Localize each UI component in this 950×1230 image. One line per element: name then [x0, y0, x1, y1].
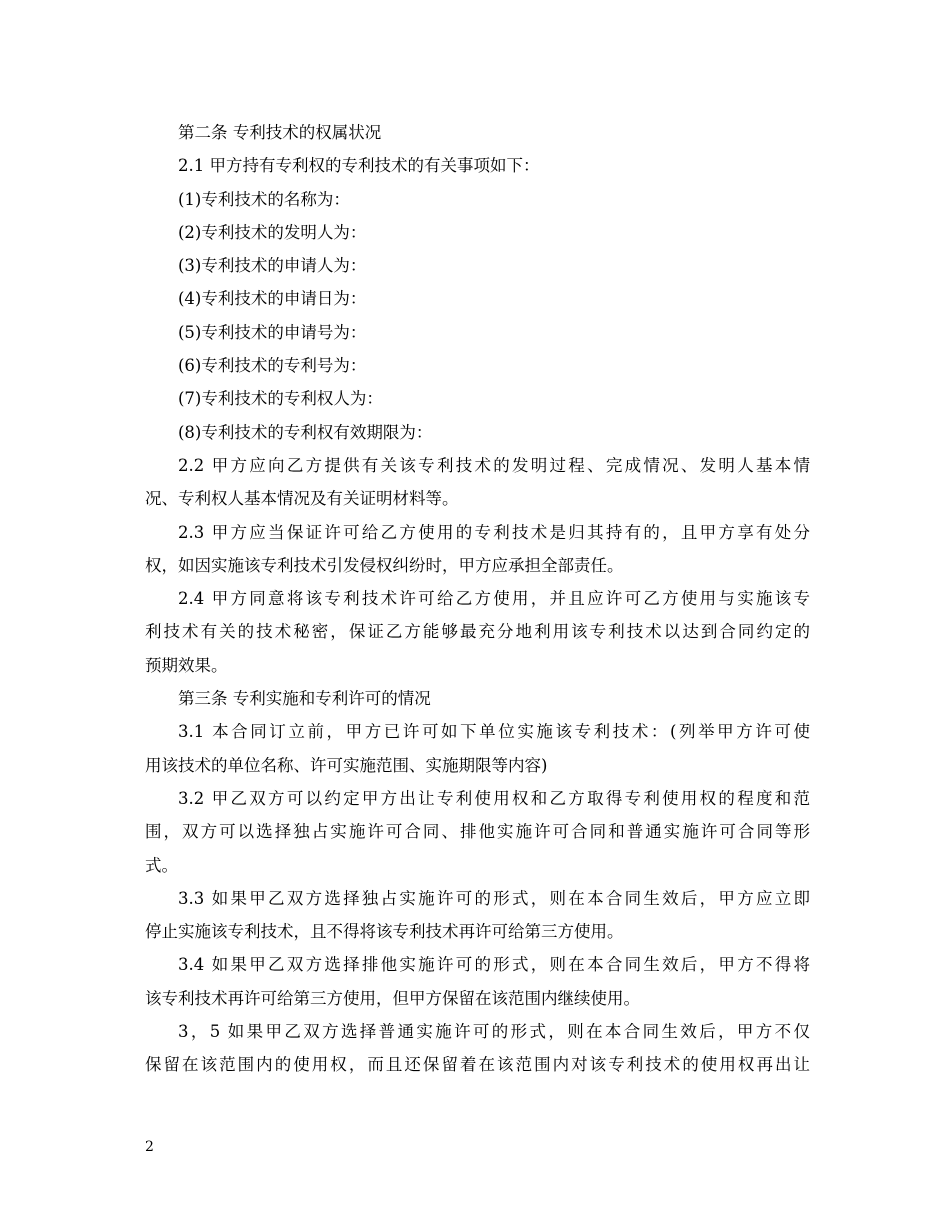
text-line: 2.4 甲方同意将该专利技术许可给乙方使用，并且应许可乙方使用与实施该专 [178, 589, 810, 609]
text-line: (5)专利技术的申请号为： [178, 322, 367, 342]
text-line: 况、专利权人基本情况及有关证明材料等。 [145, 489, 459, 509]
text-line: (1)专利技术的名称为： [178, 189, 350, 209]
text-line: 保留在该范围内的使用权，而且还保留着在该范围内对该专利技术的使用权再出让 [145, 1055, 810, 1075]
text-line: 3.2 甲乙双方可以约定甲方出让专利使用权和乙方取得专利使用权的程度和范 [178, 788, 810, 808]
text-line: (2)专利技术的发明人为： [178, 222, 367, 242]
text-line: 2.1 甲方持有专利权的专利技术的有关事项如下： [178, 156, 540, 176]
text-line: 利技术有关的技术秘密，保证乙方能够最充分地利用该专利技术以达到合同约定的 [145, 622, 810, 642]
text-line: 式。 [145, 855, 178, 875]
text-line: 围，双方可以选择独占实施许可合同、排他实施许可合同和普通实施许可合同等形 [145, 822, 810, 842]
text-line: (3)专利技术的申请人为： [178, 256, 367, 276]
page-number: 2 [145, 1139, 154, 1155]
text-line: 停止实施该专利技术，且不得将该专利技术再许可给第三方使用。 [145, 922, 624, 942]
text-line: 3.4 如果甲乙双方选择排他实施许可的形式，则在本合同生效后，甲方不得将 [178, 955, 810, 975]
text-line: 3，5 如果甲乙双方选择普通实施许可的形式，则在本合同生效后，甲方不仅 [178, 1022, 810, 1042]
text-line: (6)专利技术的专利号为： [178, 356, 367, 376]
text-line: 该专利技术再许可给第三方使用，但甲方保留在该范围内继续使用。 [145, 988, 640, 1008]
text-line: 用该技术的单位名称、许可实施范围、实施期限等内容) [145, 755, 548, 775]
text-line: (4)专利技术的申请日为： [178, 289, 367, 309]
text-line: 预期效果。 [145, 655, 228, 675]
text-line: (8)专利技术的专利权有效期限为： [178, 422, 433, 442]
text-line: 2.3 甲方应当保证许可给乙方使用的专利技术是归其持有的，且甲方享有处分 [178, 522, 810, 542]
text-line: 第二条 专利技术的权属状况 [178, 123, 382, 142]
text-line: 权，如因实施该专利技术引发侵权纠纷时，甲方应承担全部责任。 [145, 555, 624, 575]
text-line: 3.3 如果甲乙双方选择独占实施许可的形式，则在本合同生效后，甲方应立即 [178, 888, 810, 908]
document-body [145, 116, 810, 1082]
text-line: 第三条 专利实施和专利许可的情况 [178, 689, 431, 709]
text-line: 2.2 甲方应向乙方提供有关该专利技术的发明过程、完成情况、发明人基本情 [178, 455, 810, 475]
text-line: 3.1 本合同订立前，甲方已许可如下单位实施该专利技术：(列举甲方许可使 [178, 722, 810, 742]
text-line: (7)专利技术的专利权人为： [178, 389, 383, 409]
